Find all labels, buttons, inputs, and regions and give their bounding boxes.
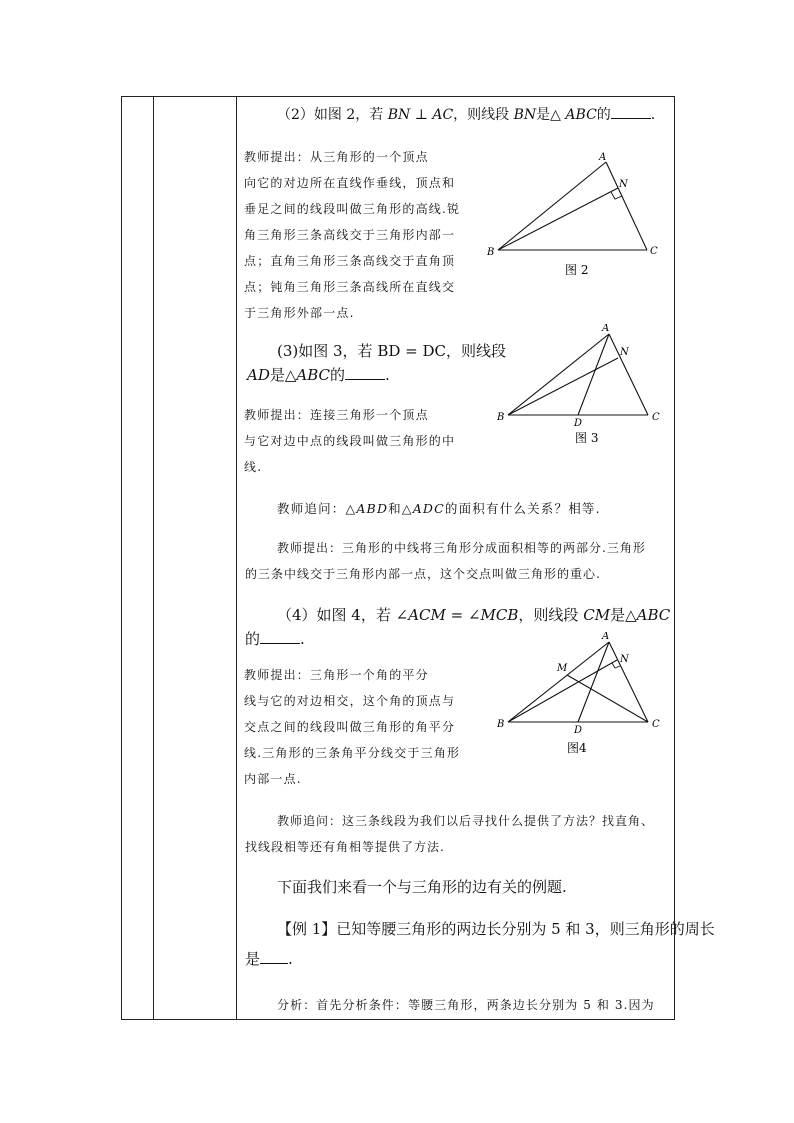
note-median-1: 教师提出：连接三角形一个顶点 [244,408,429,422]
teacher-question-methods-2: 找线段相等还有角相等提供了方法. [245,840,445,854]
note-centroid-2: 的三条中线交于三角形内部一点，这个交点叫做三角形的重心. [245,567,601,581]
note-bisector-4: 线.三角形的三条角平分线交于三角形 [244,746,461,760]
example-intro: 下面我们来看一个与三角形的边有关的例题. [277,878,567,896]
label-a: A [602,632,610,642]
note-median-2: 与它对边中点的线段叫做三角形的中 [244,434,456,448]
lesson-content [243,96,715,1020]
question-2: （2）如图 2，若 BN ⊥ AC，则线段 BN是△ ABC的 . [277,107,656,123]
answer-blank [260,951,288,964]
label-d: D [574,418,583,429]
note-altitude-2: 向它的对边所在直线作垂线，顶点和 [244,176,456,190]
figure-4-angle-bisector [497,632,669,762]
label-b: B [497,412,505,423]
teacher-question-area: 教师追问：△ABD和△ADC的面积有什么关系？相等. [277,501,601,516]
table-column-divider [153,96,154,1020]
label-b: B [487,247,495,258]
answer-blank [345,367,385,380]
note-bisector-2: 线与它的对边相交，这个角的顶点与 [244,694,456,708]
note-altitude-1: 教师提出：从三角形的一个顶点 [244,150,429,164]
example-1-line-2: 是 . [245,950,293,968]
figure-3-caption: 图 3 [575,431,599,445]
question-4-line-2: 的 . [245,630,305,648]
note-bisector-5: 内部一点. [244,772,302,786]
note-bisector-3: 交点之间的线段叫做三角形的角平分 [244,720,456,734]
teacher-question-methods-1: 教师追问：这三条线段为我们以后寻找什么提供了方法？找直角、 [277,814,655,828]
label-n: N [619,179,628,190]
label-m: M [557,663,568,674]
note-altitude-3: 垂足之间的线段叫做三角形的高线.锐 [244,202,461,216]
label-b: B [497,719,505,730]
label-n: N [620,654,629,665]
note-altitude-5: 点；直角三角形三条高线交于直角顶 [244,254,456,268]
label-a: A [599,152,607,163]
figure-2-altitude [487,150,669,284]
label-d: D [574,725,583,736]
note-median-3: 线. [244,460,263,474]
question-4-line-1: （4）如图 4，若 ∠ACM = ∠MCB，则线段 CM是△ABC [277,606,671,624]
note-altitude-4: 角三角形三条高线交于三角形内部一 [244,228,456,242]
answer-blank [611,106,651,119]
figure-2-caption: 图 2 [565,263,589,277]
note-altitude-7: 于三角形外部一点. [244,306,355,320]
analysis-text: 分析：首先分析条件：等腰三角形，两条边长分别为 5 和 3.因为 [277,998,655,1012]
example-1-line-1: 【例 1】已知等腰三角形的两边长分别为 5 和 3，则三角形的周长 [277,920,715,938]
label-c: C [652,719,660,730]
table-column-divider [236,96,237,1020]
label-n: N [620,347,629,358]
answer-blank [260,631,300,644]
figure-3-median [497,324,669,458]
label-c: C [652,412,660,423]
note-bisector-1: 教师提出：三角形一个角的平分 [244,668,429,682]
note-altitude-6: 点；钝角三角形三条高线所在直线交 [244,280,456,294]
question-3-line-2: AD是△ABC的 . [247,366,390,384]
question-3-line-1: (3)如图 3，若 BD = DC，则线段 [277,342,507,360]
note-centroid-1: 教师提出：三角形的中线将三角形分成面积相等的两部分.三角形 [277,541,646,555]
label-a: A [602,324,610,334]
label-c: C [650,246,658,257]
figure-4-caption: 图4 [567,741,587,755]
